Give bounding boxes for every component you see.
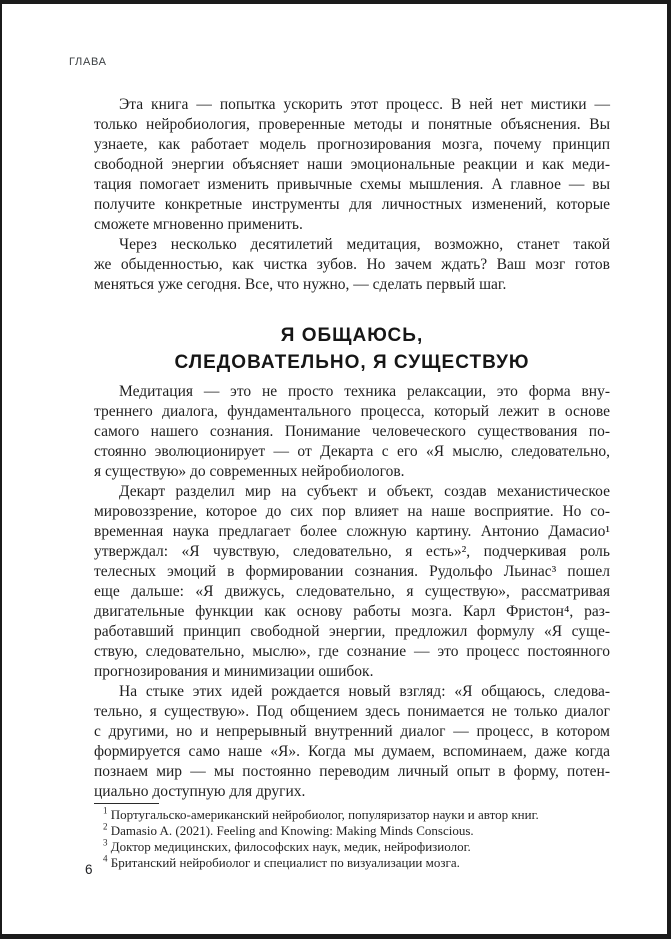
footnote (94, 823, 610, 839)
body-line: Декарт разделил мир на субъект и объект, создав механистическое (119, 483, 610, 500)
paragraph (94, 382, 610, 482)
running-head: ГЛАВА (69, 56, 107, 68)
body-line: ствую, следовательно, мыслю», где сознание — это процесс постоянного (94, 643, 610, 660)
footnote-text: Damasio A. (2021). Feeling and Knowing: Making Minds Conscious. (107, 823, 474, 838)
body-line: получите конкретные инструменты для личностных изменений, которые (94, 196, 610, 213)
body-line: телесных эмоций в формировании сознания. Рудольфо Льинас³ пошел (94, 563, 610, 580)
footnote-marker: 1 (103, 805, 108, 816)
paragraph (94, 235, 610, 295)
body-line: же обыденностью, как чистка зубов. Но зачем ждать? Ваш мозг готов (94, 256, 610, 273)
body-line: сможете мгновенно применить. (94, 216, 303, 233)
footnote-rule (94, 803, 159, 804)
paragraph (94, 682, 610, 802)
body-line: работавший принцип свободной энергии, предложил формулу «Я суще- (94, 623, 610, 640)
body-line: На стыке этих идей рождается новый взгляд: «Я общаюсь, следова- (119, 683, 610, 700)
footnote-marker: 3 (103, 837, 108, 848)
body-line: тация помогает изменить привычные схемы мышления. А главное — вы (94, 176, 610, 193)
body-line: я существую» до современных нейробиологов. (94, 463, 405, 480)
footnote-text: Португальско-американский нейробиолог, популяризатор науки и автор книг. (107, 807, 539, 822)
footnote-marker: 2 (103, 821, 108, 832)
paragraph (94, 482, 610, 682)
body-line: свободной энергии объясняет наши эмоциональные реакции и как меди- (94, 156, 610, 173)
body-column (94, 95, 610, 871)
footnote-text: Доктор медицинских, философских наук, медик, нейрофизиолог. (107, 839, 471, 854)
body-line: двигательные функции как основу работы мозга. Карл Фристон⁴, раз- (94, 603, 610, 620)
footnote (94, 839, 610, 855)
body-line: меняться уже сегодня. Все, что нужно, — сделать первый шаг. (94, 276, 507, 293)
body-line: с другими, но и непрерывный внутренний диалог — процесс, в котором (94, 723, 610, 740)
body-line: утверждал: «Я чувствую, следовательно, я есть»², подчеркивая роль (94, 543, 610, 560)
paragraphs-after-heading (94, 382, 610, 802)
section-heading (94, 322, 610, 376)
body-line: Через несколько десятилетий медитация, возможно, станет такой (119, 236, 610, 253)
body-line: Эта книга — попытка ускорить этот процесс. В ней нет мистики — (119, 96, 610, 113)
footnote (94, 855, 610, 871)
paragraph (94, 95, 610, 235)
body-line: формируется само наше «Я». Когда мы думаем, вспоминаем, даже когда (94, 743, 610, 760)
body-line: самого нашего сознания. Понимание человеческого существования по- (94, 423, 610, 440)
body-line: мировоззрение, которое до сих пор влияет на наше восприятие. Но со- (94, 503, 610, 520)
body-line: только нейробиология, проверенные методы и понятные объяснения. Вы (94, 116, 610, 133)
footnote-marker: 4 (103, 853, 108, 864)
footnote (94, 807, 610, 823)
body-line: тельно, я существую». Под общением здесь понимается не только диалог (94, 703, 610, 720)
body-line: Медитация — это не просто техника релаксации, это форма вну- (119, 383, 610, 400)
paragraphs-before-heading (94, 95, 610, 295)
footnotes (94, 807, 610, 871)
section-heading-line: Я ОБЩАЮСЬ, (280, 325, 424, 346)
body-line: циально доступную для других. (94, 783, 306, 800)
body-line: еще дальше: «Я движусь, следовательно, я существую», рассматривая (94, 583, 610, 600)
body-line: временная наука предлагает более сложную картину. Антонио Дамасио¹ (94, 523, 610, 540)
body-line: познаем мир — мы постоянно переводим личный опыт в форму, потен- (94, 763, 610, 780)
body-line: треннего диалога, фундаментального процесса, который лежит в основе (94, 403, 610, 420)
page-number: 6 (85, 862, 93, 877)
body-line: узнаете, как работает модель прогнозирования мозга, почему принцип (94, 136, 610, 153)
section-heading-line: СЛЕДОВАТЕЛЬНО, Я СУЩЕСТВУЮ (174, 352, 530, 373)
footnote-text: Британский нейробиолог и специалист по визуализации мозга. (107, 855, 460, 870)
body-line: прогнозирования и минимизации ошибок. (94, 663, 374, 680)
body-line: стоянно эволюционирует — от Декарта с его «Я мыслю, следовательно, (94, 443, 610, 460)
